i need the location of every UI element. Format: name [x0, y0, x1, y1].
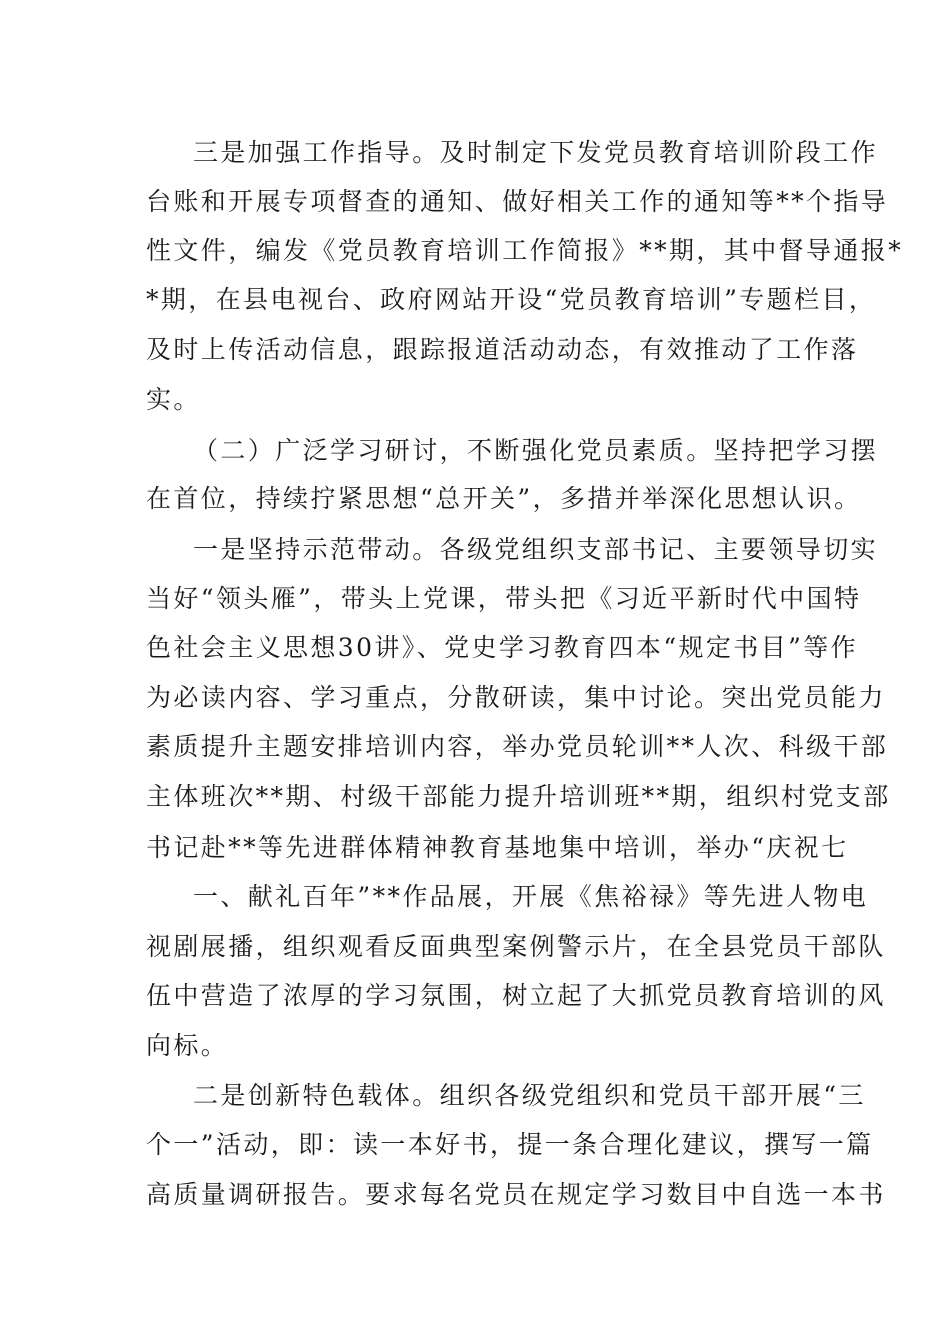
- text-line-6: 实。: [146, 385, 201, 414]
- text-line-11: 色社会主义思想30讲》、党史学习教育四本“规定书目”等作: [146, 633, 859, 662]
- text-line-1: 三是加强工作指导。及时制定下发党员教育培训阶段工作: [193, 138, 879, 167]
- text-line-15: 书记赴**等先进群体精神教育基地集中培训，举办“庆祝七: [146, 833, 849, 862]
- text-line-19: 向标。: [146, 1031, 229, 1060]
- text-line-13: 素质提升主题安排培训内容，举办党员轮训**人次、科级干部: [146, 732, 889, 761]
- text-line-21: 个一”活动，即：读一本好书，提一条合理化建议，撰写一篇: [146, 1130, 874, 1159]
- text-line-17: 视剧展播，组织观看反面典型案例警示片，在全县党员干部队: [146, 932, 886, 961]
- text-line-10: 当好“领头雁”，带头上党课，带头把《习近平新时代中国特: [146, 584, 862, 613]
- text-line-2: 台账和开展专项督查的通知、做好相关工作的通知等**个指导: [146, 187, 889, 216]
- text-line-8: 在首位，持续拧紧思想“总开关”，多措并举深化思想认识。: [146, 484, 862, 513]
- text-line-18: 伍中营造了浓厚的学习氛围，树立起了大抓党员教育培训的风: [146, 981, 886, 1010]
- text-line-20: 二是创新特色载体。组织各级党组织和党员干部开展“三: [193, 1081, 866, 1110]
- text-line-3: 性文件，编发《党员教育培训工作简报》**期，其中督导通报*: [146, 236, 904, 265]
- text-line-4: *期，在县电视台、政府网站开设“党员教育培训”专题栏目，: [146, 285, 877, 314]
- text-line-16: 一、献礼百年”**作品展，开展《焦裕禄》等先进人物电: [193, 882, 869, 911]
- text-line-12: 为必读内容、学习重点，分散研读，集中讨论。突出党员能力: [146, 683, 886, 712]
- text-line-7: （二）广泛学习研讨，不断强化党员素质。坚持把学习摆: [193, 436, 879, 465]
- text-line-9: 一是坚持示范带动。各级党组织支部书记、主要领导切实: [193, 535, 879, 564]
- text-line-14: 主体班次**期、村级干部能力提升培训班**期，组织村党支部: [146, 782, 891, 811]
- text-line-5: 及时上传活动信息，跟踪报道活动动态，有效推动了工作落: [146, 335, 859, 364]
- text-line-22: 高质量调研报告。要求每名党员在规定学习数目中自选一本书: [146, 1180, 886, 1209]
